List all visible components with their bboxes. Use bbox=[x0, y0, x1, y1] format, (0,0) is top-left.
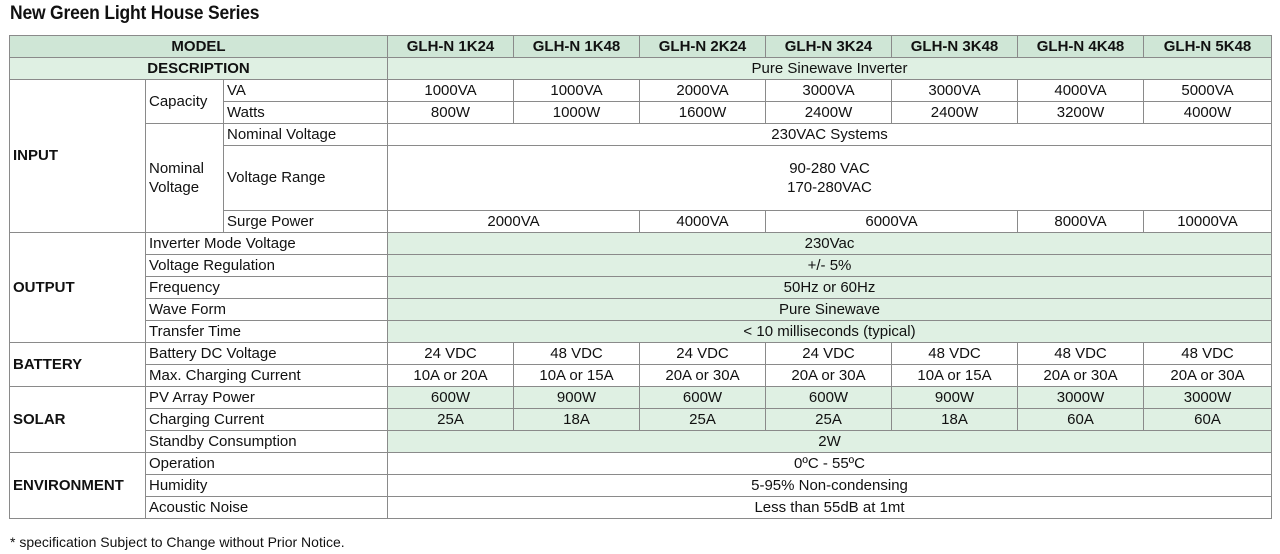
output-row bbox=[10, 255, 1272, 277]
environment-label: Humidity bbox=[146, 475, 388, 497]
section-battery: BATTERY bbox=[10, 343, 146, 387]
battery-charging-value: 10A or 15A bbox=[892, 365, 1018, 387]
nominal-label-line2: Voltage bbox=[149, 179, 200, 196]
solar-charging-value: 18A bbox=[514, 409, 640, 431]
environment-row bbox=[10, 453, 1272, 475]
battery-dc-label: Battery DC Voltage bbox=[146, 343, 388, 365]
surge-value: 6000VA bbox=[766, 211, 1018, 233]
solar-standby-label: Standby Consumption bbox=[146, 431, 388, 453]
page-title: New Green Light House Series bbox=[10, 3, 260, 24]
battery-charging-value: 20A or 30A bbox=[1018, 365, 1144, 387]
battery-dc-value: 24 VDC bbox=[640, 343, 766, 365]
va-value: 1000VA bbox=[388, 80, 514, 102]
solar-charging-value: 60A bbox=[1018, 409, 1144, 431]
watts-value: 1600W bbox=[640, 102, 766, 124]
spec-table bbox=[9, 35, 1272, 519]
va-value: 4000VA bbox=[1018, 80, 1144, 102]
solar-charging-value: 25A bbox=[640, 409, 766, 431]
solar-pv-value: 900W bbox=[514, 387, 640, 409]
battery-dc-value: 48 VDC bbox=[1144, 343, 1272, 365]
model-header: MODEL bbox=[10, 36, 388, 58]
voltage-range-label: Voltage Range bbox=[224, 146, 388, 211]
va-value: 2000VA bbox=[640, 80, 766, 102]
battery-dc-value: 48 VDC bbox=[892, 343, 1018, 365]
battery-dc-value: 24 VDC bbox=[766, 343, 892, 365]
output-value: 230Vac bbox=[388, 233, 1272, 255]
surge-value: 4000VA bbox=[640, 211, 766, 233]
surge-value: 2000VA bbox=[388, 211, 640, 233]
output-label: Transfer Time bbox=[146, 321, 388, 343]
va-value: 1000VA bbox=[514, 80, 640, 102]
environment-value: 0ºC - 55ºC bbox=[388, 453, 1272, 475]
solar-pv-value: 600W bbox=[640, 387, 766, 409]
battery-charging-value: 20A or 30A bbox=[640, 365, 766, 387]
surge-value: 8000VA bbox=[1018, 211, 1144, 233]
solar-standby-value: 2W bbox=[388, 431, 1272, 453]
model-name: GLH-N 4K48 bbox=[1018, 36, 1144, 58]
watts-value: 2400W bbox=[766, 102, 892, 124]
battery-charging-value: 20A or 30A bbox=[1144, 365, 1272, 387]
solar-pv-label: PV Array Power bbox=[146, 387, 388, 409]
output-row bbox=[10, 233, 1272, 255]
watts-label: Watts bbox=[224, 102, 388, 124]
solar-pv-value: 3000W bbox=[1144, 387, 1272, 409]
surge-label: Surge Power bbox=[224, 211, 388, 233]
solar-pv-row bbox=[10, 387, 1272, 409]
battery-charging-row bbox=[10, 365, 1272, 387]
nominal-voltage-value: 230VAC Systems bbox=[388, 124, 1272, 146]
va-label: VA bbox=[224, 80, 388, 102]
va-value: 3000VA bbox=[892, 80, 1018, 102]
output-value: 50Hz or 60Hz bbox=[388, 277, 1272, 299]
battery-dc-value: 48 VDC bbox=[514, 343, 640, 365]
environment-value: 5-95% Non-condensing bbox=[388, 475, 1272, 497]
battery-charging-value: 20A or 30A bbox=[766, 365, 892, 387]
output-row bbox=[10, 299, 1272, 321]
output-label: Inverter Mode Voltage bbox=[146, 233, 388, 255]
model-name: GLH-N 5K48 bbox=[1144, 36, 1272, 58]
voltage-range-line2: 170-280VAC bbox=[787, 179, 872, 196]
solar-pv-value: 900W bbox=[892, 387, 1018, 409]
battery-charging-value: 10A or 20A bbox=[388, 365, 514, 387]
watts-value: 4000W bbox=[1144, 102, 1272, 124]
description-row bbox=[10, 58, 1272, 80]
environment-row bbox=[10, 475, 1272, 497]
environment-value: Less than 55dB at 1mt bbox=[388, 497, 1272, 519]
solar-pv-value: 3000W bbox=[1018, 387, 1144, 409]
battery-dc-value: 48 VDC bbox=[1018, 343, 1144, 365]
battery-dc-value: 24 VDC bbox=[388, 343, 514, 365]
nominal-label-line1: Nominal bbox=[149, 160, 205, 177]
watts-value: 2400W bbox=[892, 102, 1018, 124]
environment-label: Operation bbox=[146, 453, 388, 475]
solar-charging-value: 25A bbox=[388, 409, 514, 431]
va-value: 3000VA bbox=[766, 80, 892, 102]
output-label: Frequency bbox=[146, 277, 388, 299]
battery-dc-row bbox=[10, 343, 1272, 365]
output-row bbox=[10, 321, 1272, 343]
section-solar: SOLAR bbox=[10, 387, 146, 453]
header-row bbox=[10, 36, 1272, 58]
model-name: GLH-N 3K24 bbox=[766, 36, 892, 58]
output-row bbox=[10, 277, 1272, 299]
voltage-range-line1: 90-280 VAC bbox=[789, 160, 870, 177]
watts-value: 1000W bbox=[514, 102, 640, 124]
solar-standby-row bbox=[10, 431, 1272, 453]
nominal-voltage-group-label bbox=[146, 124, 224, 233]
environment-label: Acoustic Noise bbox=[146, 497, 388, 519]
description-label: DESCRIPTION bbox=[10, 58, 388, 80]
capacity-label: Capacity bbox=[146, 80, 224, 124]
solar-charging-value: 18A bbox=[892, 409, 1018, 431]
output-label: Wave Form bbox=[146, 299, 388, 321]
nominal-voltage-label: Nominal Voltage bbox=[224, 124, 388, 146]
solar-charging-label: Charging Current bbox=[146, 409, 388, 431]
output-label: Voltage Regulation bbox=[146, 255, 388, 277]
output-value: < 10 milliseconds (typical) bbox=[388, 321, 1272, 343]
surge-value: 10000VA bbox=[1144, 211, 1272, 233]
model-name: GLH-N 2K24 bbox=[640, 36, 766, 58]
va-value: 5000VA bbox=[1144, 80, 1272, 102]
model-name: GLH-N 3K48 bbox=[892, 36, 1018, 58]
environment-row bbox=[10, 497, 1272, 519]
watts-value: 800W bbox=[388, 102, 514, 124]
input-va-row bbox=[10, 80, 1272, 102]
description-value: Pure Sinewave Inverter bbox=[388, 58, 1272, 80]
model-name: GLH-N 1K24 bbox=[388, 36, 514, 58]
voltage-range-value bbox=[388, 146, 1272, 211]
section-output: OUTPUT bbox=[10, 233, 146, 343]
solar-pv-value: 600W bbox=[388, 387, 514, 409]
footnote: * specification Subject to Change without Prior Notice. bbox=[10, 534, 345, 550]
model-name: GLH-N 1K48 bbox=[514, 36, 640, 58]
watts-value: 3200W bbox=[1018, 102, 1144, 124]
solar-charging-value: 60A bbox=[1144, 409, 1272, 431]
section-input: INPUT bbox=[10, 80, 146, 233]
solar-charging-row bbox=[10, 409, 1272, 431]
section-environment: ENVIRONMENT bbox=[10, 453, 146, 519]
output-value: +/- 5% bbox=[388, 255, 1272, 277]
battery-charging-value: 10A or 15A bbox=[514, 365, 640, 387]
battery-charging-label: Max. Charging Current bbox=[146, 365, 388, 387]
output-value: Pure Sinewave bbox=[388, 299, 1272, 321]
input-nominal-voltage-row bbox=[10, 124, 1272, 146]
solar-pv-value: 600W bbox=[766, 387, 892, 409]
solar-charging-value: 25A bbox=[766, 409, 892, 431]
